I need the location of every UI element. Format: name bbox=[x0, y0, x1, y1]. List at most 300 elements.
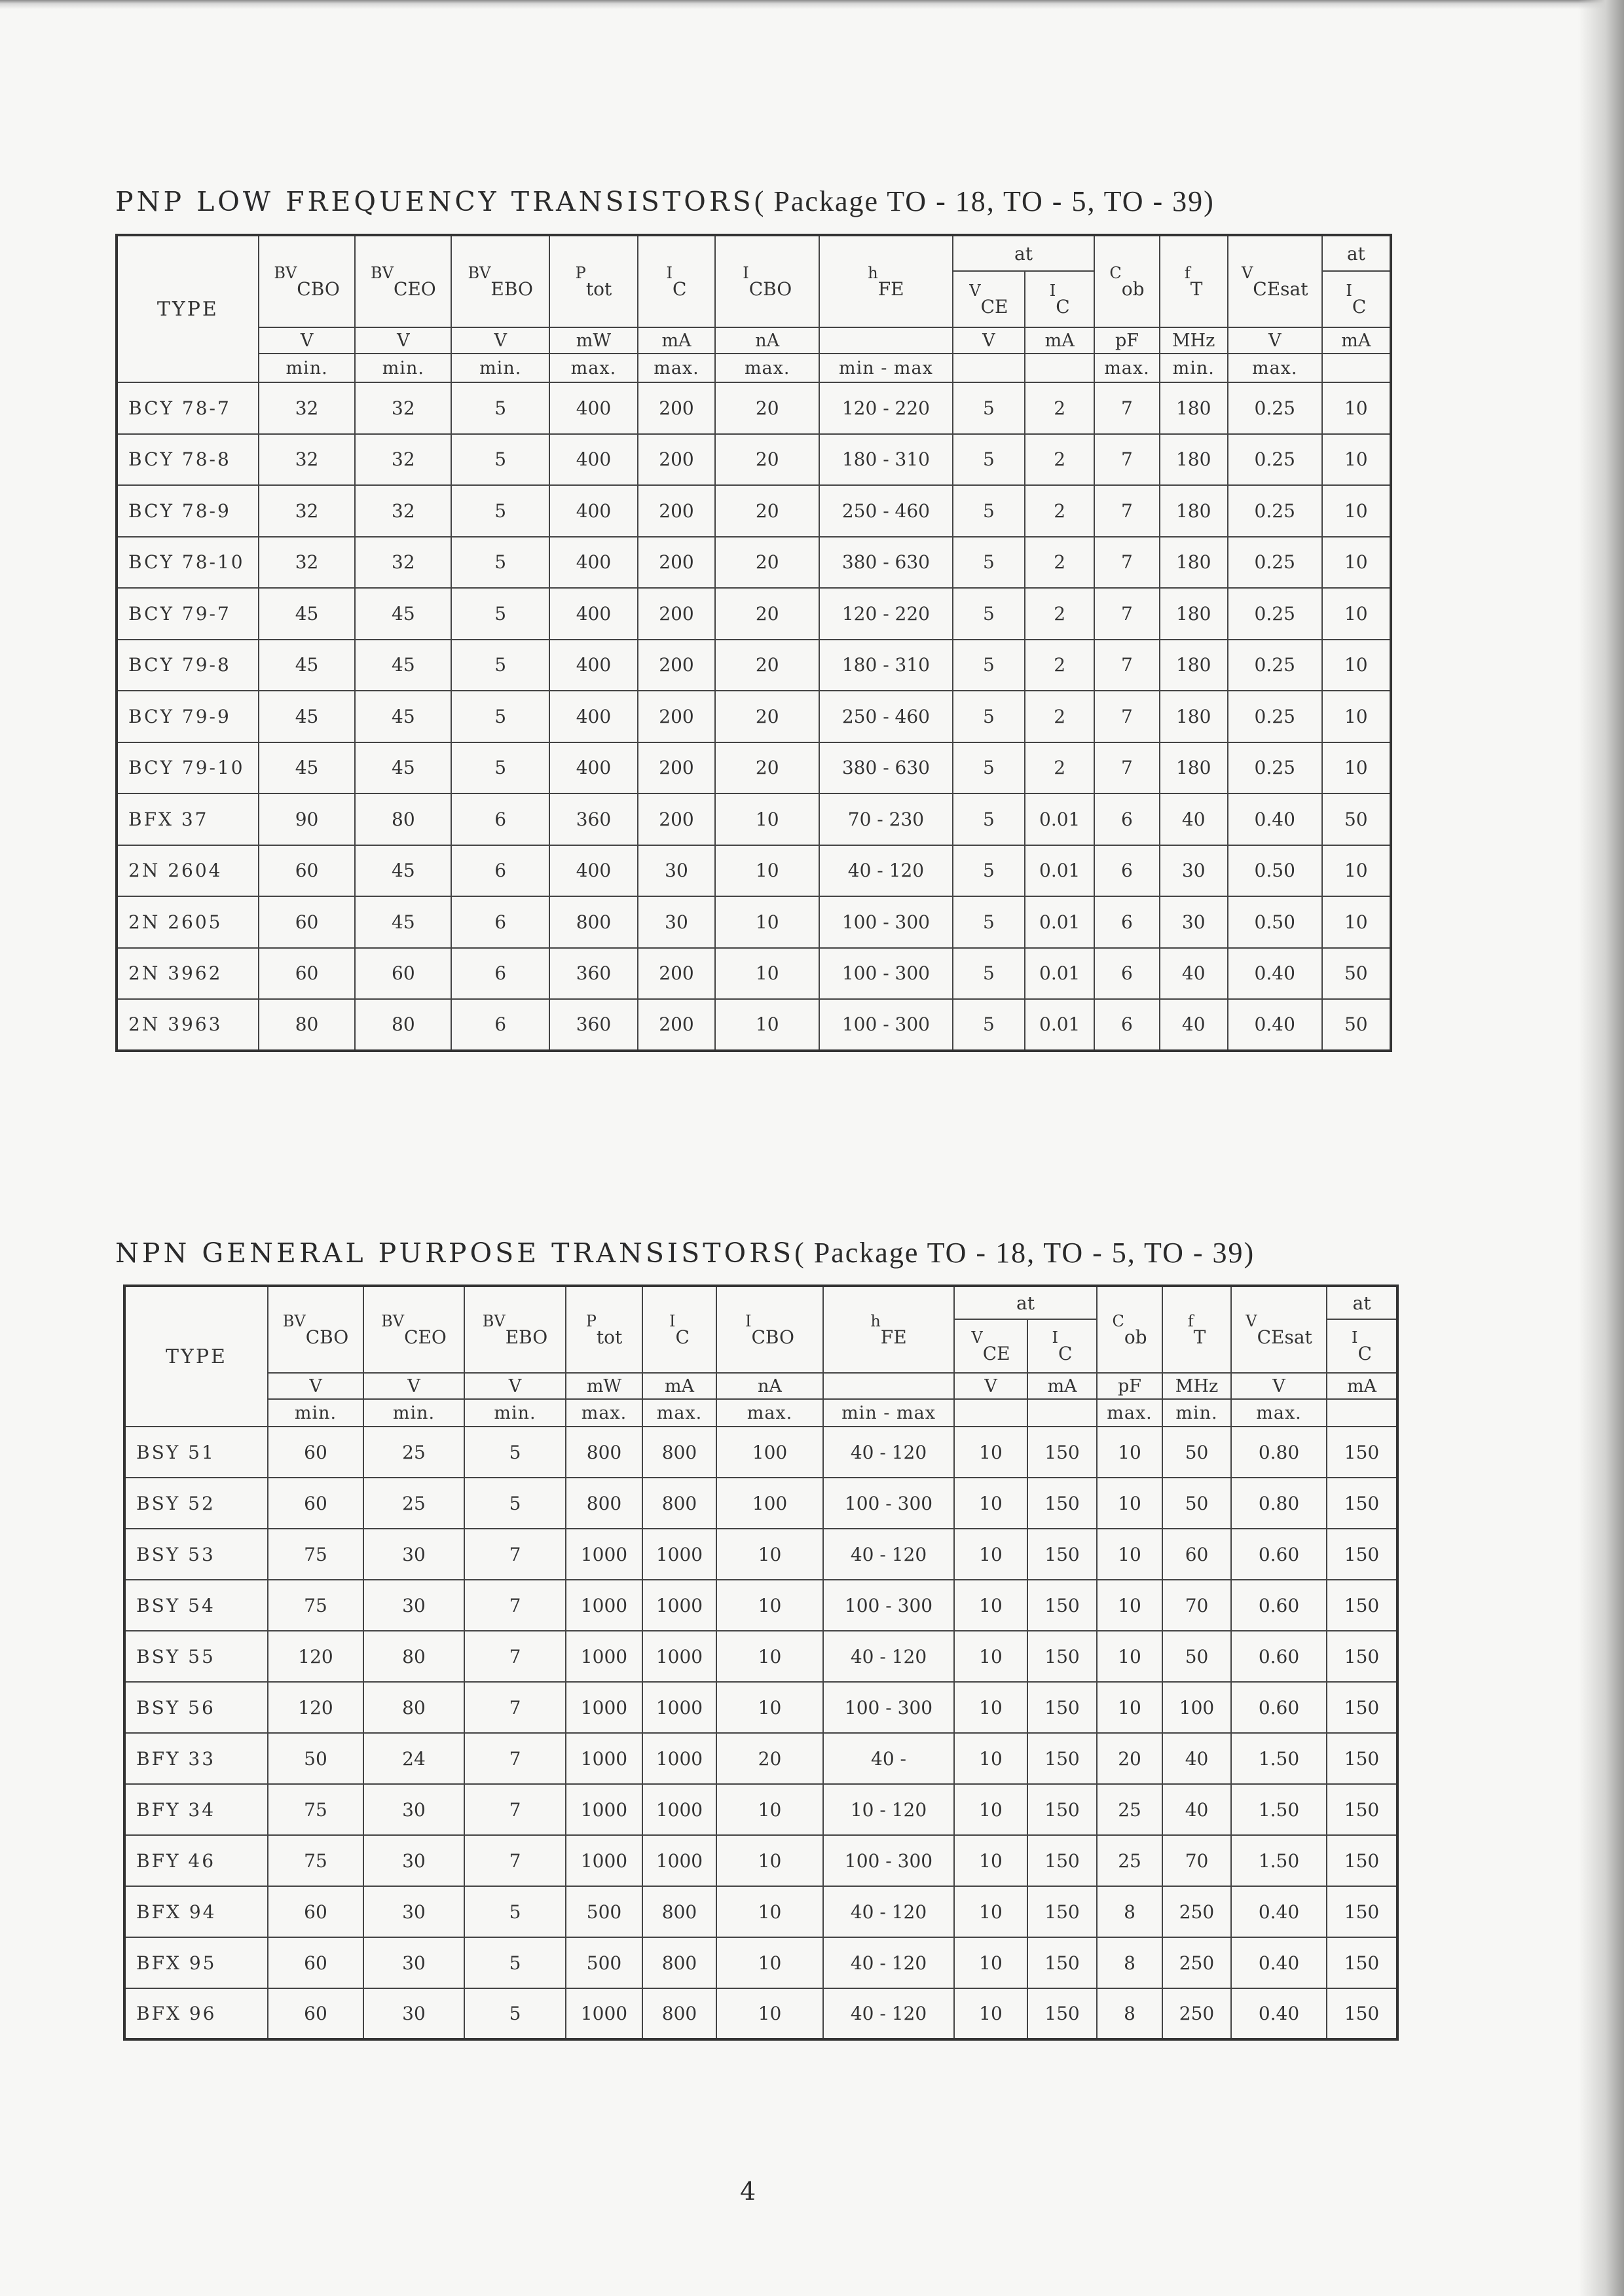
spec-value-cell: 150 bbox=[1327, 1427, 1397, 1478]
spec-value-cell: 0.80 bbox=[1231, 1478, 1327, 1529]
limit-cell: max. bbox=[716, 1399, 823, 1427]
spec-value-cell: 120 bbox=[268, 1682, 363, 1733]
spec-value-cell: 180 bbox=[1160, 537, 1228, 589]
spec-value-cell: 200 bbox=[638, 793, 715, 845]
bvcbo-header: $^{BV}_{CBO}$ bbox=[268, 1286, 363, 1373]
spec-value-cell: 150 bbox=[1327, 1937, 1397, 1988]
spec-value-cell: 5 bbox=[953, 640, 1025, 691]
table-row bbox=[117, 845, 1391, 897]
spec-value-cell: 100 - 300 bbox=[819, 999, 953, 1051]
spec-value-cell: 7 bbox=[1094, 691, 1159, 742]
spec-value-cell: 7 bbox=[1094, 434, 1159, 486]
units-row bbox=[124, 1373, 1397, 1399]
vce-header: $^V_{CE}$ bbox=[953, 271, 1025, 327]
transistor-type-cell: BCY 78-8 bbox=[117, 434, 259, 486]
spec-value-cell: 60 bbox=[259, 948, 356, 1000]
limit-cell: max. bbox=[638, 354, 715, 382]
npn-title-text: NPN GENERAL PURPOSE TRANSISTORS bbox=[115, 1237, 795, 1269]
hfe-test-conditions-header: at bbox=[954, 1286, 1097, 1319]
spec-value-cell: 32 bbox=[259, 382, 356, 434]
hfe-header: $^h_{FE}$ bbox=[819, 235, 953, 327]
spec-value-cell: 0.60 bbox=[1231, 1682, 1327, 1733]
spec-value-cell: 75 bbox=[268, 1784, 363, 1835]
spec-value-cell: 30 bbox=[638, 896, 715, 948]
spec-value-cell: 40 bbox=[1160, 999, 1228, 1051]
spec-value-cell: 20 bbox=[715, 742, 819, 794]
transistor-type-cell: BCY 79-7 bbox=[117, 588, 259, 640]
spec-value-cell: 100 - 300 bbox=[819, 896, 953, 948]
spec-value-cell: 10 bbox=[1322, 588, 1391, 640]
spec-value-cell: 800 bbox=[549, 896, 638, 948]
spec-value-cell: 5 bbox=[953, 537, 1025, 589]
unit-cell: mA bbox=[1327, 1373, 1397, 1399]
unit-cell: nA bbox=[715, 327, 819, 354]
spec-value-cell: 10 bbox=[954, 1988, 1027, 2039]
spec-value-cell: 20 bbox=[715, 640, 819, 691]
spec-value-cell: 60 bbox=[268, 1478, 363, 1529]
npn-transistor-table bbox=[123, 1285, 1399, 2041]
table-row bbox=[124, 1631, 1397, 1682]
spec-value-cell: 2 bbox=[1025, 588, 1094, 640]
pnp-table-body bbox=[117, 382, 1391, 1051]
limit-cell: min. bbox=[451, 354, 549, 382]
ic-condition-header: $^I_C$ bbox=[1025, 271, 1094, 327]
transistor-type-cell: 2N 3962 bbox=[117, 948, 259, 1000]
transistor-type-cell: BFX 94 bbox=[124, 1886, 268, 1937]
spec-value-cell: 5 bbox=[451, 537, 549, 589]
spec-value-cell: 7 bbox=[1094, 588, 1159, 640]
icbo-header: $^I_{CBO}$ bbox=[716, 1286, 823, 1373]
npn-section-title bbox=[115, 1236, 1255, 1269]
transistor-type-cell: BSY 54 bbox=[124, 1580, 268, 1631]
unit-cell: mW bbox=[549, 327, 638, 354]
spec-value-cell: 0.40 bbox=[1228, 999, 1322, 1051]
unit-cell: V bbox=[363, 1373, 464, 1399]
unit-cell: V bbox=[268, 1373, 363, 1399]
spec-value-cell: 80 bbox=[355, 999, 451, 1051]
ptot-header: $^P_{tot}$ bbox=[549, 235, 638, 327]
table-row bbox=[124, 1886, 1397, 1937]
unit-cell: V bbox=[464, 1373, 566, 1399]
limit-cell: min. bbox=[1160, 354, 1228, 382]
spec-value-cell: 10 bbox=[954, 1631, 1027, 1682]
spec-value-cell: 5 bbox=[451, 588, 549, 640]
spec-value-cell: 150 bbox=[1027, 1835, 1097, 1886]
spec-value-cell: 200 bbox=[638, 588, 715, 640]
limit-cell: min. bbox=[268, 1399, 363, 1427]
spec-value-cell: 2 bbox=[1025, 742, 1094, 794]
table-row bbox=[117, 691, 1391, 742]
spec-value-cell: 150 bbox=[1027, 1886, 1097, 1937]
unit-cell: mW bbox=[566, 1373, 642, 1399]
spec-value-cell: 32 bbox=[355, 382, 451, 434]
unit-cell: V bbox=[1231, 1373, 1327, 1399]
spec-value-cell: 150 bbox=[1027, 1427, 1097, 1478]
spec-value-cell: 0.40 bbox=[1228, 948, 1322, 1000]
transistor-type-cell: BFY 34 bbox=[124, 1784, 268, 1835]
transistor-type-cell: BCY 79-10 bbox=[117, 742, 259, 794]
spec-value-cell: 5 bbox=[464, 1427, 566, 1478]
spec-value-cell: 5 bbox=[451, 434, 549, 486]
spec-value-cell: 30 bbox=[363, 1835, 464, 1886]
spec-value-cell: 1000 bbox=[642, 1580, 716, 1631]
spec-value-cell: 10 bbox=[715, 793, 819, 845]
spec-value-cell: 150 bbox=[1327, 1835, 1397, 1886]
ptot-header: $^P_{tot}$ bbox=[566, 1286, 642, 1373]
spec-value-cell: 10 bbox=[954, 1784, 1027, 1835]
spec-value-cell: 150 bbox=[1327, 1631, 1397, 1682]
spec-value-cell: 45 bbox=[355, 742, 451, 794]
spec-value-cell: 50 bbox=[268, 1733, 363, 1784]
spec-value-cell: 40 - bbox=[823, 1733, 954, 1784]
spec-value-cell: 7 bbox=[464, 1682, 566, 1733]
spec-value-cell: 5 bbox=[953, 742, 1025, 794]
spec-value-cell: 100 - 300 bbox=[823, 1478, 954, 1529]
spec-value-cell: 1000 bbox=[566, 1784, 642, 1835]
unit-cell: V bbox=[355, 327, 451, 354]
spec-value-cell: 6 bbox=[451, 845, 549, 897]
vcesat-test-condition-header: at bbox=[1322, 235, 1391, 271]
spec-value-cell: 5 bbox=[451, 382, 549, 434]
spec-value-cell: 2 bbox=[1025, 691, 1094, 742]
vcesat-header: $^V_{CEsat}$ bbox=[1228, 235, 1322, 327]
spec-value-cell: 380 - 630 bbox=[819, 537, 953, 589]
spec-value-cell: 10 bbox=[716, 1937, 823, 1988]
spec-value-cell: 5 bbox=[464, 1886, 566, 1937]
limit-cell bbox=[954, 1399, 1027, 1427]
unit-cell: V bbox=[953, 327, 1025, 354]
spec-value-cell: 1000 bbox=[642, 1784, 716, 1835]
unit-cell: V bbox=[1228, 327, 1322, 354]
transistor-type-cell: BSY 53 bbox=[124, 1529, 268, 1580]
table-row bbox=[124, 1733, 1397, 1784]
spec-value-cell: 0.25 bbox=[1228, 640, 1322, 691]
spec-value-cell: 50 bbox=[1322, 948, 1391, 1000]
spec-value-cell: 200 bbox=[638, 742, 715, 794]
spec-value-cell: 200 bbox=[638, 691, 715, 742]
spec-value-cell: 150 bbox=[1327, 1580, 1397, 1631]
spec-value-cell: 100 bbox=[1162, 1682, 1231, 1733]
spec-value-cell: 200 bbox=[638, 382, 715, 434]
spec-value-cell: 5 bbox=[953, 896, 1025, 948]
spec-value-cell: 180 bbox=[1160, 588, 1228, 640]
spec-value-cell: 0.25 bbox=[1228, 485, 1322, 537]
table-row bbox=[124, 1937, 1397, 1988]
spec-value-cell: 180 bbox=[1160, 382, 1228, 434]
spec-value-cell: 10 bbox=[1097, 1631, 1162, 1682]
spec-value-cell: 20 bbox=[715, 485, 819, 537]
limit-cell: min. bbox=[355, 354, 451, 382]
unit-cell: MHz bbox=[1160, 327, 1228, 354]
spec-value-cell: 40 bbox=[1162, 1784, 1231, 1835]
spec-value-cell: 180 bbox=[1160, 640, 1228, 691]
npn-package-text: ( Package TO - 18, TO - 5, TO - 39) bbox=[794, 1237, 1255, 1269]
spec-value-cell: 10 bbox=[954, 1886, 1027, 1937]
spec-value-cell: 6 bbox=[451, 793, 549, 845]
spec-value-cell: 400 bbox=[549, 537, 638, 589]
icbo-header: $^I_{CBO}$ bbox=[715, 235, 819, 327]
spec-value-cell: 6 bbox=[451, 896, 549, 948]
table-row bbox=[124, 1835, 1397, 1886]
transistor-type-cell: 2N 2605 bbox=[117, 896, 259, 948]
spec-value-cell: 10 bbox=[716, 1835, 823, 1886]
unit-cell: V bbox=[954, 1373, 1027, 1399]
spec-value-cell: 800 bbox=[566, 1427, 642, 1478]
spec-value-cell: 7 bbox=[464, 1784, 566, 1835]
limit-cell: max. bbox=[642, 1399, 716, 1427]
spec-value-cell: 2 bbox=[1025, 640, 1094, 691]
spec-value-cell: 1000 bbox=[566, 1631, 642, 1682]
spec-value-cell: 45 bbox=[259, 640, 356, 691]
transistor-type-cell: BSY 52 bbox=[124, 1478, 268, 1529]
spec-value-cell: 40 - 120 bbox=[823, 1937, 954, 1988]
spec-value-cell: 20 bbox=[716, 1733, 823, 1784]
spec-value-cell: 30 bbox=[363, 1580, 464, 1631]
table-row bbox=[117, 588, 1391, 640]
spec-value-cell: 800 bbox=[642, 1937, 716, 1988]
spec-value-cell: 10 bbox=[954, 1529, 1027, 1580]
spec-value-cell: 20 bbox=[715, 434, 819, 486]
spec-value-cell: 800 bbox=[642, 1988, 716, 2039]
spec-value-cell: 10 bbox=[715, 999, 819, 1051]
spec-value-cell: 10 bbox=[1322, 640, 1391, 691]
transistor-type-cell: BSY 55 bbox=[124, 1631, 268, 1682]
spec-value-cell: 10 bbox=[716, 1529, 823, 1580]
ic-sat-condition-header: $^I_C$ bbox=[1327, 1319, 1397, 1373]
table-row bbox=[117, 485, 1391, 537]
spec-value-cell: 10 bbox=[954, 1835, 1027, 1886]
spec-value-cell: 250 bbox=[1162, 1988, 1231, 2039]
spec-value-cell: 0.25 bbox=[1228, 434, 1322, 486]
spec-value-cell: 0.25 bbox=[1228, 742, 1322, 794]
spec-value-cell: 45 bbox=[355, 691, 451, 742]
unit-cell: nA bbox=[716, 1373, 823, 1399]
bvceo-header: $^{BV}_{CEO}$ bbox=[363, 1286, 464, 1373]
spec-value-cell: 100 - 300 bbox=[819, 948, 953, 1000]
spec-value-cell: 100 - 300 bbox=[823, 1580, 954, 1631]
spec-value-cell: 80 bbox=[363, 1682, 464, 1733]
spec-value-cell: 30 bbox=[363, 1886, 464, 1937]
bvceo-header: $^{BV}_{CEO}$ bbox=[355, 235, 451, 327]
spec-value-cell: 500 bbox=[566, 1937, 642, 1988]
spec-value-cell: 60 bbox=[268, 1988, 363, 2039]
spec-value-cell: 40 - 120 bbox=[823, 1631, 954, 1682]
spec-value-cell: 20 bbox=[715, 588, 819, 640]
limit-cell: max. bbox=[1228, 354, 1322, 382]
spec-value-cell: 360 bbox=[549, 793, 638, 845]
spec-value-cell: 6 bbox=[1094, 896, 1159, 948]
spec-value-cell: 100 bbox=[716, 1427, 823, 1478]
spec-value-cell: 500 bbox=[566, 1886, 642, 1937]
spec-value-cell: 0.01 bbox=[1025, 896, 1094, 948]
spec-value-cell: 150 bbox=[1327, 1529, 1397, 1580]
table-row bbox=[117, 434, 1391, 486]
pnp-section-title bbox=[115, 185, 1215, 218]
spec-value-cell: 150 bbox=[1027, 1529, 1097, 1580]
spec-value-cell: 800 bbox=[642, 1427, 716, 1478]
spec-value-cell: 5 bbox=[464, 1988, 566, 2039]
transistor-type-cell: BSY 51 bbox=[124, 1427, 268, 1478]
spec-value-cell: 5 bbox=[451, 691, 549, 742]
type-header: TYPE bbox=[124, 1286, 268, 1427]
spec-value-cell: 250 bbox=[1162, 1886, 1231, 1937]
spec-value-cell: 180 bbox=[1160, 742, 1228, 794]
spec-value-cell: 10 bbox=[1097, 1529, 1162, 1580]
ic-sat-condition-header: $^I_C$ bbox=[1322, 271, 1391, 327]
spec-value-cell: 0.40 bbox=[1228, 793, 1322, 845]
spec-value-cell: 0.25 bbox=[1228, 691, 1322, 742]
spec-value-cell: 32 bbox=[259, 537, 356, 589]
spec-value-cell: 0.40 bbox=[1231, 1886, 1327, 1937]
spec-value-cell: 40 - 120 bbox=[823, 1886, 954, 1937]
table-row bbox=[117, 742, 1391, 794]
table-row bbox=[117, 537, 1391, 589]
spec-value-cell: 0.01 bbox=[1025, 948, 1094, 1000]
spec-value-cell: 150 bbox=[1327, 1886, 1397, 1937]
spec-value-cell: 10 bbox=[715, 896, 819, 948]
ic-header: $^I_C$ bbox=[642, 1286, 716, 1373]
spec-value-cell: 200 bbox=[638, 640, 715, 691]
spec-value-cell: 100 bbox=[716, 1478, 823, 1529]
table-row bbox=[124, 1580, 1397, 1631]
spec-value-cell: 200 bbox=[638, 485, 715, 537]
limit-cell: min - max bbox=[823, 1399, 954, 1427]
spec-value-cell: 400 bbox=[549, 382, 638, 434]
spec-value-cell: 90 bbox=[259, 793, 356, 845]
limit-cell: max. bbox=[566, 1399, 642, 1427]
spec-value-cell: 50 bbox=[1162, 1427, 1231, 1478]
unit-cell: mA bbox=[642, 1373, 716, 1399]
spec-value-cell: 150 bbox=[1027, 1988, 1097, 2039]
spec-value-cell: 200 bbox=[638, 948, 715, 1000]
pnp-transistor-table bbox=[115, 234, 1392, 1052]
spec-value-cell: 40 bbox=[1160, 793, 1228, 845]
spec-value-cell: 30 bbox=[638, 845, 715, 897]
spec-value-cell: 5 bbox=[953, 845, 1025, 897]
limit-cell: min - max bbox=[819, 354, 953, 382]
spec-value-cell: 0.60 bbox=[1231, 1529, 1327, 1580]
transistor-type-cell: 2N 3963 bbox=[117, 999, 259, 1051]
spec-value-cell: 75 bbox=[268, 1580, 363, 1631]
table-header-row bbox=[124, 1286, 1397, 1319]
table-row bbox=[117, 640, 1391, 691]
spec-value-cell: 150 bbox=[1327, 1988, 1397, 2039]
npn-table-body bbox=[124, 1427, 1397, 2039]
units-row bbox=[117, 327, 1391, 354]
unit-cell: mA bbox=[1027, 1373, 1097, 1399]
transistor-type-cell: BCY 78-7 bbox=[117, 382, 259, 434]
limits-row bbox=[117, 354, 1391, 382]
spec-value-cell: 250 - 460 bbox=[819, 485, 953, 537]
spec-value-cell: 40 - 120 bbox=[823, 1529, 954, 1580]
limit-cell: min. bbox=[259, 354, 356, 382]
spec-value-cell: 80 bbox=[259, 999, 356, 1051]
spec-value-cell: 1000 bbox=[566, 1988, 642, 2039]
spec-value-cell: 1000 bbox=[642, 1631, 716, 1682]
spec-value-cell: 10 bbox=[1322, 485, 1391, 537]
spec-value-cell: 7 bbox=[464, 1580, 566, 1631]
limit-cell bbox=[1027, 1399, 1097, 1427]
spec-value-cell: 6 bbox=[1094, 948, 1159, 1000]
spec-value-cell: 150 bbox=[1327, 1784, 1397, 1835]
vcesat-header: $^V_{CEsat}$ bbox=[1231, 1286, 1327, 1373]
spec-value-cell: 32 bbox=[259, 434, 356, 486]
limit-cell: min. bbox=[464, 1399, 566, 1427]
spec-value-cell: 380 - 630 bbox=[819, 742, 953, 794]
spec-value-cell: 180 bbox=[1160, 691, 1228, 742]
spec-value-cell: 150 bbox=[1327, 1733, 1397, 1784]
ft-header: $^f_T$ bbox=[1160, 235, 1228, 327]
unit-cell: mA bbox=[1322, 327, 1391, 354]
spec-value-cell: 40 - 120 bbox=[819, 845, 953, 897]
transistor-type-cell: BCY 79-8 bbox=[117, 640, 259, 691]
spec-value-cell: 0.40 bbox=[1231, 1937, 1327, 1988]
spec-value-cell: 180 bbox=[1160, 434, 1228, 486]
spec-value-cell: 7 bbox=[464, 1733, 566, 1784]
spec-value-cell: 400 bbox=[549, 434, 638, 486]
spec-value-cell: 20 bbox=[1097, 1733, 1162, 1784]
spec-value-cell: 10 bbox=[716, 1988, 823, 2039]
spec-value-cell: 10 bbox=[1097, 1682, 1162, 1733]
transistor-type-cell: BFX 95 bbox=[124, 1937, 268, 1988]
vcesat-test-condition-header: at bbox=[1327, 1286, 1397, 1319]
spec-value-cell: 30 bbox=[363, 1784, 464, 1835]
spec-value-cell: 30 bbox=[363, 1937, 464, 1988]
spec-value-cell: 20 bbox=[715, 382, 819, 434]
spec-value-cell: 80 bbox=[355, 793, 451, 845]
spec-value-cell: 25 bbox=[1097, 1784, 1162, 1835]
spec-value-cell: 400 bbox=[549, 845, 638, 897]
spec-value-cell: 0.25 bbox=[1228, 588, 1322, 640]
cob-header: $^C_{ob}$ bbox=[1094, 235, 1159, 327]
spec-value-cell: 200 bbox=[638, 434, 715, 486]
spec-value-cell: 400 bbox=[549, 691, 638, 742]
bvebo-header: $^{BV}_{EBO}$ bbox=[464, 1286, 566, 1373]
spec-value-cell: 8 bbox=[1097, 1937, 1162, 1988]
spec-value-cell: 7 bbox=[464, 1835, 566, 1886]
spec-value-cell: 10 bbox=[954, 1937, 1027, 1988]
spec-value-cell: 32 bbox=[355, 434, 451, 486]
spec-value-cell: 1000 bbox=[642, 1529, 716, 1580]
transistor-type-cell: 2N 2604 bbox=[117, 845, 259, 897]
transistor-type-cell: BFY 33 bbox=[124, 1733, 268, 1784]
spec-value-cell: 2 bbox=[1025, 434, 1094, 486]
spec-value-cell: 20 bbox=[715, 691, 819, 742]
spec-value-cell: 7 bbox=[464, 1631, 566, 1682]
limit-cell bbox=[1322, 354, 1391, 382]
spec-value-cell: 40 - 120 bbox=[823, 1427, 954, 1478]
ic-condition-header: $^I_C$ bbox=[1027, 1319, 1097, 1373]
spec-value-cell: 32 bbox=[355, 537, 451, 589]
unit-cell: mA bbox=[1025, 327, 1094, 354]
spec-value-cell: 25 bbox=[363, 1427, 464, 1478]
spec-value-cell: 25 bbox=[363, 1478, 464, 1529]
table-row bbox=[117, 999, 1391, 1051]
spec-value-cell: 0.40 bbox=[1231, 1988, 1327, 2039]
spec-value-cell: 50 bbox=[1322, 793, 1391, 845]
bvcbo-header: $^{BV}_{CBO}$ bbox=[259, 235, 356, 327]
table-header-row bbox=[117, 235, 1391, 271]
spec-value-cell: 10 bbox=[954, 1427, 1027, 1478]
unit-cell: V bbox=[259, 327, 356, 354]
table-row bbox=[117, 382, 1391, 434]
table-row bbox=[117, 896, 1391, 948]
spec-value-cell: 150 bbox=[1027, 1580, 1097, 1631]
spec-value-cell: 45 bbox=[259, 742, 356, 794]
page-number: 4 bbox=[740, 2177, 756, 2206]
spec-value-cell: 7 bbox=[1094, 742, 1159, 794]
spec-value-cell: 150 bbox=[1027, 1733, 1097, 1784]
